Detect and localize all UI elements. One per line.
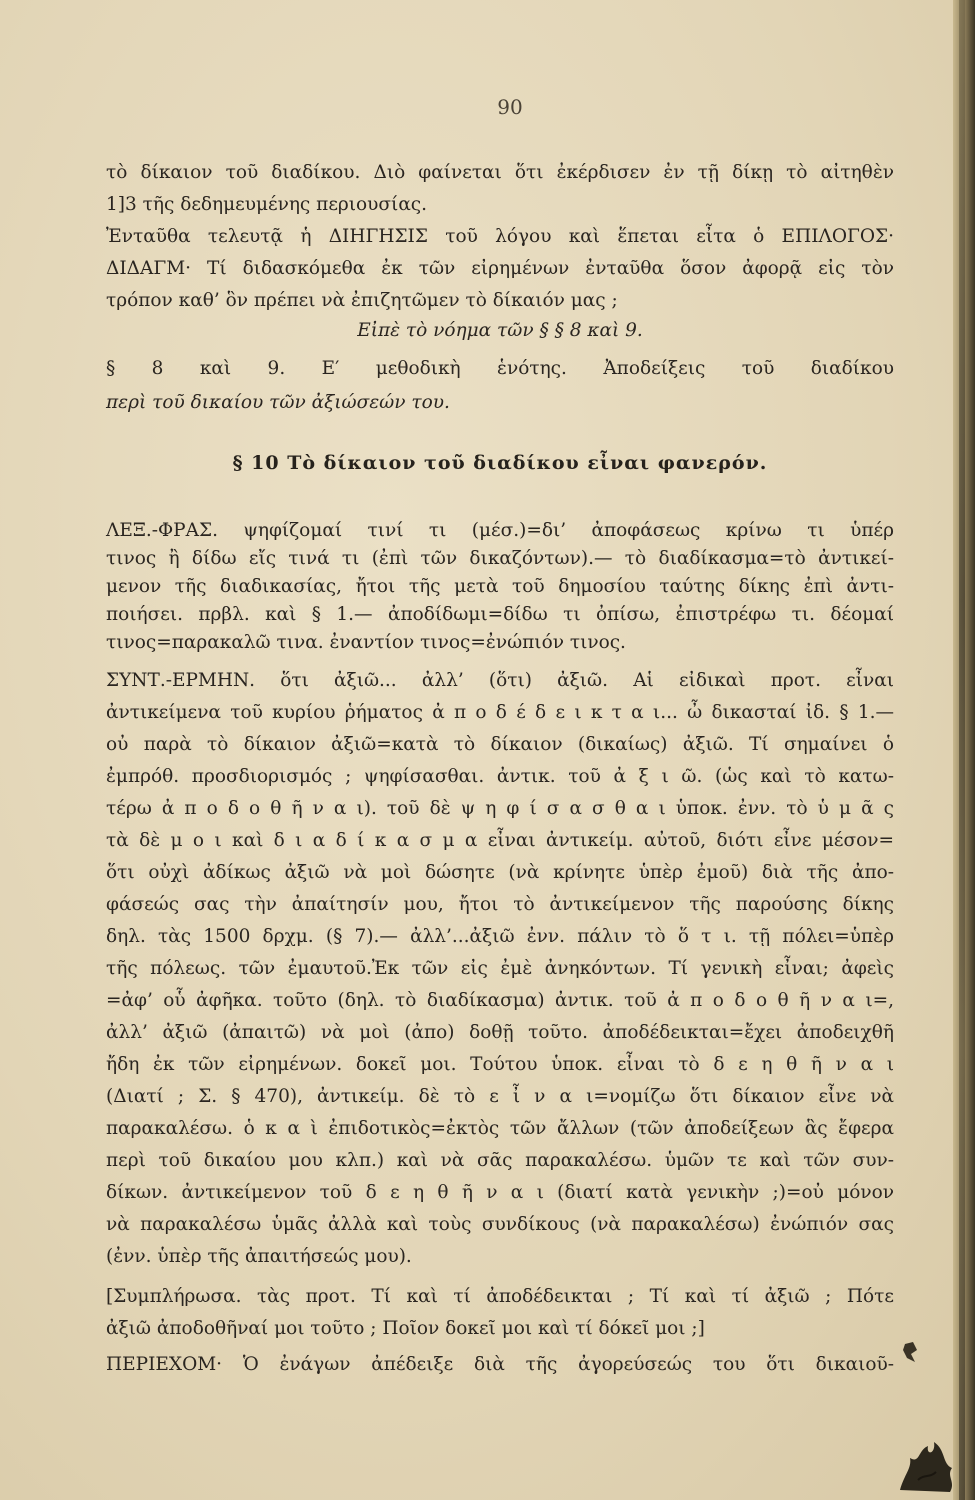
text-line-3: Ἐνταῦθα τελευτᾷ ἡ ΔΙΗΓΗΣΙΣ τοῦ λόγου καὶ ἕπεται εἶτα ὁ ΕΠΙΛΟΓΟΣ· (106, 226, 894, 247)
completion-line-2: ἀξιῶ ἀποδοθῆναί μοι τοῦτο ; Ποῖον δοκεῖ μοι καὶ τί δόκεῖ μοι ;] (106, 1318, 705, 1339)
syntax-line-13: ἤδη ἐκ τῶν εἰρημένων. δοκεῖ μοι. Τούτου ὑποκ. εἶναι τὸ δ ε η θ ῆ ν α ι (106, 1054, 894, 1075)
summary-line: ΠΕΡΙΕΧΟΜ· Ὁ ἐνάγων ἀπέδειξε διὰ τῆς ἀγορεύσεώς του ὅτι δικαιοῦ- (106, 1354, 894, 1375)
syntax-line-11: =ἀφ’ οὗ ἀφῆκα. τοῦτο (δηλ. τὸ διαδίκασμα) ἀντικ. τοῦ ἀ π ο δ ο θ ῆ ν α ι=, (106, 990, 894, 1011)
syntax-line-12: ἀλλ’ ἀξιῶ (ἀπαιτῶ) νὰ μοὶ (ἀπο) δοθῇ τοῦτο. ἀποδέδεικται=ἔχει ἀποδειχθῆ (106, 1022, 894, 1043)
corner-ornament-icon (890, 1420, 960, 1495)
vocab-line-2: τινος ἢ δίδω εἴς τινά τι (ἐπὶ τῶν δικαζόντων).— τὸ διαδίκασμα=τὸ ἀντικεί- (106, 548, 894, 569)
syntax-line-14: (Διατί ; Σ. § 470), ἀντικείμ. δὲ τὸ ε ἶ ν α ι=νομίζω ὅτι δίκαιον εἶνε νὰ (106, 1086, 894, 1107)
vocab-line-1: ΛΕΞ.-ΦΡΑΣ. ψηφίζομαί τινί τι (μέσ.)=δι’ ἀποφάσεως κρίνω τι ὑπέρ (106, 520, 894, 541)
syntax-line-4: ἐμπρόθ. προσδιορισμός ; ψηφίσασθαι. ἀντικ. τοῦ ἀ ξ ι ῶ. (ὡς καὶ τὸ κατω- (106, 766, 894, 787)
text-line-2: 1]3 τῆς δεδημευμένης περιουσίας. (106, 194, 428, 215)
book-spine-shadow (959, 0, 965, 1500)
section-title-8-9: § 8 καὶ 9. Ε′ μεθοδικὴ ἑνότης. Ἀποδείξεις τοῦ διαδίκου (106, 358, 894, 379)
syntax-line-5: τέρω ἀ π ο δ ο θ ῆ ν α ι). τοῦ δὲ ψ η φ ί σ α σ θ α ι ὑποκ. ἐνν. τὸ ὑ μ ᾶ ς (106, 798, 894, 819)
syntax-line-15: παρακαλέσω. ὁ κ α ὶ ἐπιδοτικὸς=ἐκτὸς τῶν ἄλλων (τῶν ἀποδείξεων ἃς ἔφερα (106, 1118, 894, 1139)
syntax-line-1: ΣΥΝΤ.-ΕΡΜΗΝ. ὅτι ἀξιῶ... ἀλλ’ (ὅτι) ἀξιῶ. Αἱ εἰδικαὶ προτ. εἶναι (106, 670, 894, 691)
vocab-line-3: μενον τῆς διαδικασίας, ἤτοι τῆς μετὰ τοῦ δημοσίου ταύτης δίκης ἐπὶ ἀντι- (106, 576, 894, 597)
syntax-line-19: (ἐνν. ὑπὲρ τῆς ἀπαιτήσεώς μου). (106, 1246, 412, 1267)
syntax-line-9: δηλ. τὰς 1500 δρχμ. (§ 7).— ἀλλ’...ἀξιῶ ἐνν. πάλιν τὸ ὅ τ ι. τῇ πόλει=ὑπὲρ (106, 926, 894, 947)
vocab-line-4: ποιήσει. πρβλ. καὶ § 1.— ἀποδίδωμι=δίδω τι ὀπίσω, ἐπιστρέφω τι. δέομαί (106, 604, 894, 625)
syntax-line-6: τὰ δὲ μ ο ι καὶ δ ι α δ ί κ α σ μ α εἶναι ἀντικείμ. αὐτοῦ, διότι εἶνε μέσον= (106, 830, 894, 851)
syntax-line-16: περὶ τοῦ δικαίου μου κλπ.) καὶ νὰ σᾶς παρακαλέσω. ὑμῶν τε καὶ τῶν συν- (106, 1150, 894, 1171)
text-line-4: ΔΙΔΑΓΜ· Τί διδασκόμεθα ἐκ τῶν εἰρημένων ἐνταῦθα ὅσον ἀφορᾷ εἰς τὸν (106, 258, 894, 279)
completion-line-1: [Συμπλήρωσα. τὰς προτ. Τί καὶ τί ἀποδέδεικται ; Τί καὶ τί ἀξιῶ ; Πότε (106, 1286, 894, 1307)
text-line-5: τρόπον καθ’ ὃν πρέπει νὰ ἐπιζητῶμεν τὸ δίκαιόν μας ; (106, 290, 618, 311)
vocab-line-5: τινος=παρακαλῶ τινα. ἐναντίον τινος=ἐνώπιόν τινος. (106, 632, 626, 653)
syntax-line-18: νὰ παρακαλέσω ὑμᾶς ἀλλὰ καὶ τοὺς συνδίκους (νὰ παρακαλέσω) ἐνώπιόν σας (106, 1214, 894, 1235)
syntax-line-3: οὐ παρὰ τὸ δίκαιον ἀξιῶ=κατὰ τὸ δίκαιον (δικαίως) ἀξιῶ. Τί σημαίνει ὁ (106, 734, 894, 755)
syntax-line-10: τῆς πόλεως. τῶν ἐμαυτοῦ.Ἐκ τῶν εἰς ἐμὲ ἀνηκόντων. Τί γενικὴ εἶναι; ἀφεὶς (106, 958, 894, 979)
syntax-line-17: δίκων. ἀντικείμενον τοῦ δ ε η θ ῆ ν α ι (διατί κατὰ γενικὴν ;)=οὐ μόνον (106, 1182, 894, 1203)
section-subtitle: περὶ τοῦ δικαίου τῶν ἀξιώσεών του. (106, 392, 450, 413)
exercise-prompt: Εἰπὲ τὸ νόημα τῶν § § 8 καὶ 9. (357, 320, 643, 341)
syntax-line-2: ἀντικείμενα τοῦ κυρίου ῥήματος ἀ π ο δ έ δ ε ι κ τ α ι... ὦ δικασταί ἰδ. § 1.— (106, 702, 894, 723)
syntax-line-7: ὅτι οὐχὶ ἀδίκως ἀξιῶ νὰ μοὶ δώσητε (νὰ κρίνητε ὑπὲρ ἐμοῦ) διὰ τῆς ἀπο- (106, 862, 894, 883)
syntax-line-8: φάσεώς σας τὴν ἀπαίτησίν μου, ἤτοι τὸ ἀντικείμενον τῆς παρούσης δίκης (106, 894, 894, 915)
section-heading-10: § 10 Τὸ δίκαιον τοῦ διαδίκου εἶναι φανερόν. (232, 452, 768, 474)
page-number: 90 (497, 95, 523, 119)
ink-blot (901, 1340, 919, 1364)
text-line-1: τὸ δίκαιον τοῦ διαδίκου. Διὸ φαίνεται ὅτι ἐκέρδισεν ἐν τῇ δίκῃ τὸ αἰτηθὲν (106, 162, 894, 183)
